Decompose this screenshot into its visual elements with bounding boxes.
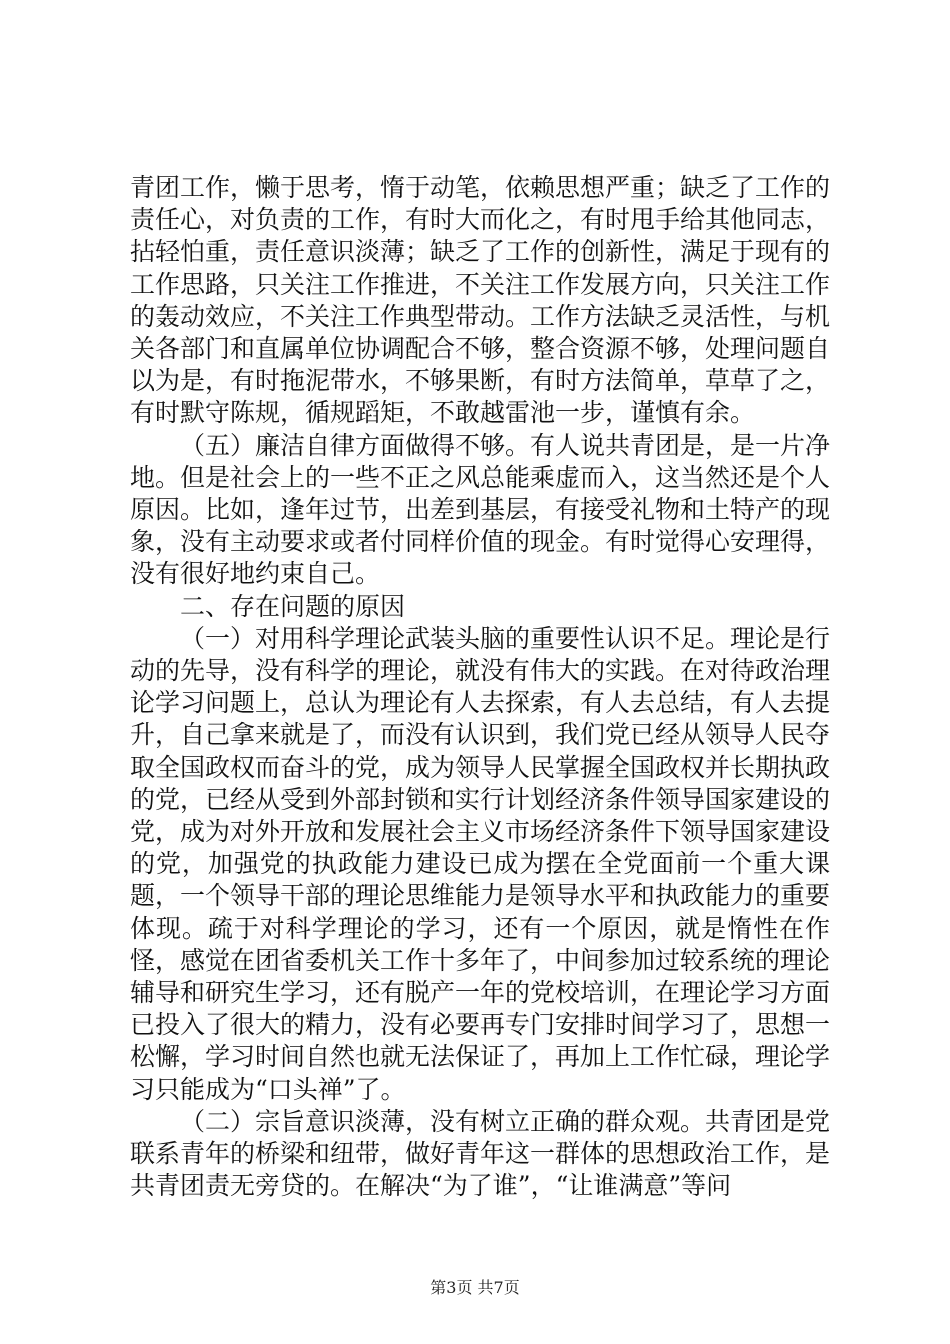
paragraph-cause-one: （一）对用科学理论武装头脑的重要性认识不足。理论是行动的先导，没有科学的理论，就没有伟大的实践。在对待政治理论学习问题上，总认为理论有人去探索，有人去总结，有人去提升，自己拿来就是了，而没有认识到，我们党已经从领导人民夺取全国政权而奋斗的党，成为领导人民掌握全国政权并长期执政的党，已经从受到外部封锁和实行计划经济条件领导国家建设的党，成为对外开放和发展社会主义市场经济条件下领导国家建设的党，加强党的执政能力建设已成为摆在全党面前一个重大课题，一个领导干部的理论思维能力是领导水平和执政能力的重要体现。疏于对科学理论的学习，还有一个原因，就是惰性在作怪，感觉在团省委机关工作十多年了，中间参加过较系统的理论辅导和研究生学习，还有脱产一年的党校培训，在理论学习方面已投入了很大的精力，没有必要再专门安排时间学习了，思想一松懈，学习时间自然也就无法保证了，再加上工作忙碌，理论学习只能成为“口头禅”了。: [130, 623, 831, 1104]
paragraph-section-five: （五）廉洁自律方面做得不够。有人说共青团是，是一片净地。但是社会上的一些不正之风总能乘虚而入，这当然还是个人原因。比如，逢年过节，出差到基层，有接受礼物和土特产的现象，没有主动要求或者付同样价值的现金。有时觉得心安理得，没有很好地约束自己。: [130, 430, 831, 589]
paragraph-cause-two: （二）宗旨意识淡薄，没有树立正确的群众观。共青团是党联系青年的桥梁和纽带，做好青年这一群体的思想政治工作，是共青团责无旁贷的。在解决“为了谁”，“让谁满意”等问: [130, 1106, 831, 1201]
page-footer: 第3页 共7页: [430, 1278, 520, 1297]
section-heading-causes: 二、存在问题的原因: [180, 591, 406, 621]
document-body: [130, 172, 830, 1203]
paragraph-continuation: 青团工作，懒于思考，惰于动笔，依赖思想严重；缺乏了工作的责任心，对负责的工作，有时大而化之，有时甩手给其他同志，拈轻怕重，责任意识淡薄；缺乏了工作的创新性，满足于现有的工作思路，只关注工作推进，不关注工作发展方向，只关注工作的轰动效应，不关注工作典型带动。工作方法缺乏灵活性，与机关各部门和直属单位协调配合不够，整合资源不够，处理问题自以为是，有时拖泥带水，不够果断，有时方法简单，草草了之，有时默守陈规，循规蹈矩，不敢越雷池一步，谨慎有余。: [130, 173, 831, 428]
